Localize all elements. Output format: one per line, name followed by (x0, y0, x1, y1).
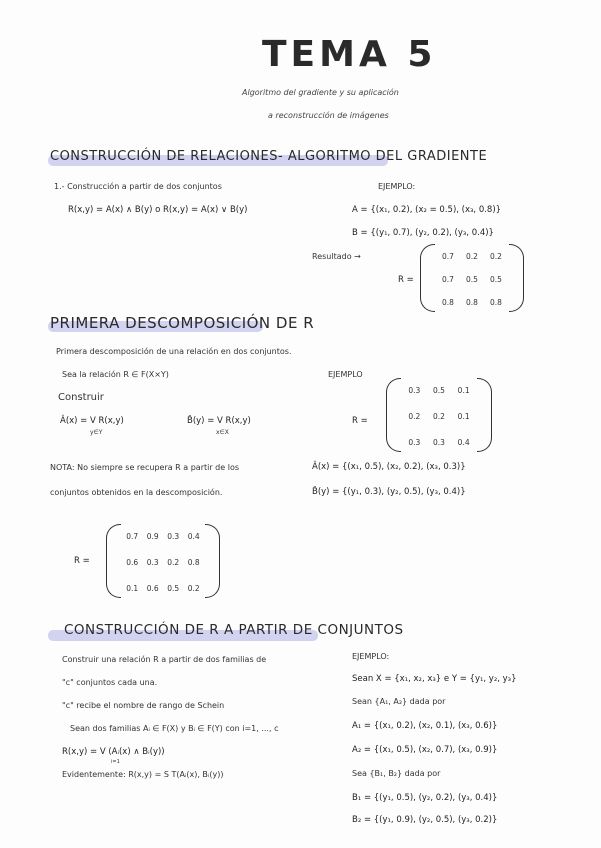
matrix-cell: 0.5 (167, 584, 180, 593)
set-b2: B₂ = {(y₁, 0.9), (y₂, 0.5), (y₃, 0.2)} (352, 815, 498, 825)
formula: Evidentemente: R(x,y) = S T(Aᵢ(x), Bᵢ(y)) (62, 770, 224, 779)
matrix-cell: 0.5 (466, 275, 478, 284)
matrix-cell: 0.2 (408, 412, 421, 421)
page-title: TEMA 5 (262, 34, 437, 75)
set-a2: A₂ = {(x₁, 0.5), (x₂, 0.7), (x₃, 0.9)} (352, 745, 498, 755)
matrix (386, 378, 492, 452)
matrix-cell: 0.3 (408, 438, 421, 447)
matrix-cell: 0.4 (187, 532, 200, 541)
list-item: 1.- Construcción a partir de dos conjuntos (54, 182, 222, 191)
matrix-cell: 0.8 (490, 298, 502, 307)
matrix-cell: 0.3 (146, 558, 159, 567)
text-line: Construir (58, 392, 104, 403)
matrix-cell: 0.7 (442, 252, 454, 261)
section-heading: CONSTRUCCIÓN DE RELACIONES- ALGORITMO DEL GRADIENTE (50, 149, 488, 164)
text-line: Sean dos familias Aᵢ ∈ F(X) y Bᵢ ∈ F(Y) con i=1, ..., c (70, 724, 279, 733)
matrix-cell: 0.9 (146, 532, 159, 541)
text-line: Sea la relación R ∈ F(X×Y) (62, 370, 169, 379)
formula: B̂(y) = V R(x,y) (187, 416, 251, 426)
formula-subscript: i=1 (111, 759, 120, 765)
matrix-cell: 0.4 (457, 438, 470, 447)
subtitle-1: Algoritmo del gradiente y su aplicación (242, 88, 399, 97)
set-a: A = {(x₁, 0.2), (x₂ = 0.5), (x₃, 0.8)} (352, 205, 502, 215)
matrix (106, 524, 220, 598)
matrix-cell: 0.8 (442, 298, 454, 307)
matrix-label: R = (74, 556, 90, 566)
matrix-row (420, 275, 524, 284)
matrix-cell: 0.8 (187, 558, 200, 567)
matrix-cell: 0.5 (433, 386, 445, 395)
matrix-row (386, 386, 492, 395)
matrix-cell: 0.7 (442, 275, 454, 284)
example-label: EJEMPLO: (378, 182, 416, 191)
matrix-row (106, 584, 220, 593)
intro-text: Primera descomposición de una relación en dos conjuntos. (56, 347, 292, 356)
matrix-cell: 0.1 (126, 584, 139, 593)
matrix-label: R = (398, 275, 414, 285)
matrix-label: R = (352, 416, 368, 426)
matrix (420, 244, 524, 312)
note: NOTA: No siempre se recupera R a partir de los (50, 463, 240, 472)
matrix-row (420, 252, 524, 261)
matrix-cell: 0.3 (167, 532, 180, 541)
matrix-cell: 0.3 (408, 386, 421, 395)
section-heading: CONSTRUCCIÓN DE R A PARTIR DE CONJUNTOS (64, 622, 404, 638)
formula: R(x,y) = A(x) ∧ B(y) o R(x,y) = A(x) ∨ B(y) (68, 205, 248, 215)
matrix-cell: 0.1 (457, 412, 470, 421)
matrix-cell: 0.7 (126, 532, 139, 541)
formula-subscript: x∈X (216, 429, 229, 436)
matrix-cell: 0.3 (433, 438, 445, 447)
matrix-cell: 0.1 (457, 386, 470, 395)
text-line: Sean X = {x₁, x₂, x₃} e Y = {y₁, y₂, y₃} (352, 674, 517, 684)
subtitle-2: a reconstrucción de imágenes (268, 111, 389, 120)
text-line: Construir una relación R a partir de dos familias de (62, 655, 267, 664)
set-b: B = {(y₁, 0.7), (y₂, 0.2), (y₃, 0.4)} (352, 228, 494, 238)
matrix-row (106, 532, 220, 541)
matrix-cell: 0.5 (490, 275, 502, 284)
matrix-cell: 0.2 (187, 584, 200, 593)
matrix-cell: 0.8 (466, 298, 478, 307)
formula: R(x,y) = V (Aᵢ(x) ∧ Bᵢ(y)) (62, 747, 165, 757)
matrix-cell: 0.2 (433, 412, 445, 421)
set-b1: B₁ = {(y₁, 0.5), (y₂, 0.2), (y₃, 0.4)} (352, 793, 498, 803)
formula: Â(x) = V R(x,y) (60, 416, 124, 426)
text-line: "c" conjuntos cada una. (62, 678, 158, 687)
text-line: Sea {B₁, B₂} dada por (352, 769, 441, 778)
formula-subscript: y∈Y (90, 429, 103, 436)
example-label: EJEMPLO (328, 370, 363, 379)
matrix-row (420, 298, 524, 307)
matrix-cell: 0.2 (466, 252, 478, 261)
matrix-row (386, 412, 492, 421)
set-b-hat: B̂(y) = {(y₁, 0.3), (y₂, 0.5), (y₃, 0.4)} (312, 487, 466, 497)
result-label: Resultado → (312, 252, 361, 261)
matrix-row (386, 438, 492, 447)
matrix-cell: 0.6 (146, 584, 159, 593)
matrix-cell: 0.6 (126, 558, 139, 567)
example-label: EJEMPLO: (352, 652, 390, 661)
set-a-hat: Â(x) = {(x₁, 0.5), (x₂, 0.2), (x₃, 0.3)} (312, 462, 466, 472)
section-heading: PRIMERA DESCOMPOSICIÓN DE R (50, 314, 315, 332)
note: conjuntos obtenidos en la descomposición. (50, 488, 223, 497)
text-line: Sean {A₁, A₂} dada por (352, 697, 446, 706)
set-a1: A₁ = {(x₁, 0.2), (x₂, 0.1), (x₃, 0.6)} (352, 721, 498, 731)
matrix-cell: 0.2 (167, 558, 180, 567)
text-line: "c" recibe el nombre de rango de Schein (62, 701, 225, 710)
matrix-row (106, 558, 220, 567)
matrix-cell: 0.2 (490, 252, 502, 261)
